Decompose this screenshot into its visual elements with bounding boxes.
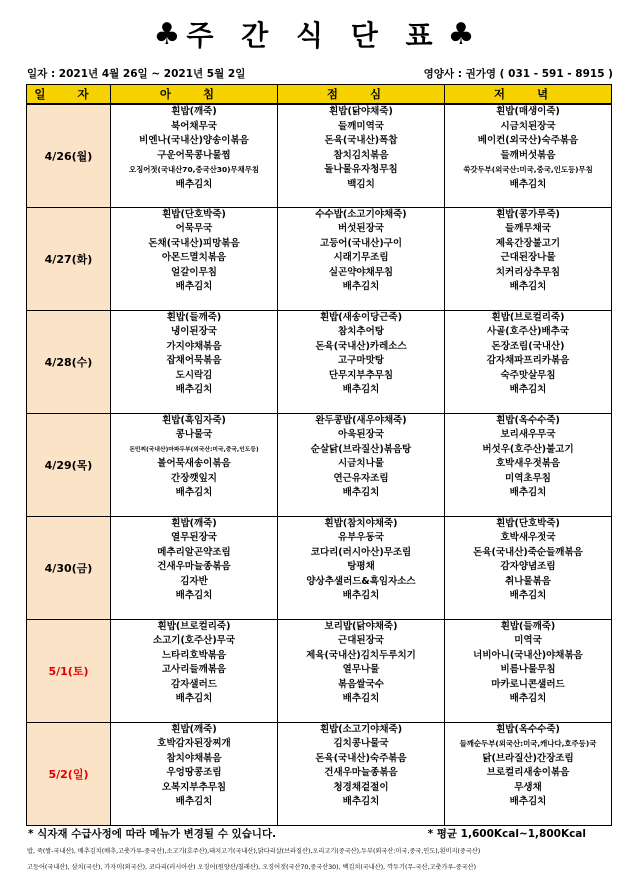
menu-item: 들깨순두부(외국산:미국,캐나다,호주등)국 [459, 739, 597, 749]
menu-item: 열무나물 [342, 664, 380, 676]
title-text: 주 간 식 단 표 [186, 19, 442, 52]
breakfast-cell [111, 722, 278, 825]
menu-item: 배추김치 [175, 487, 213, 499]
menu-item: 감자샐러드 [171, 678, 217, 690]
menu-item: 돈채(국내산)피망볶음 [148, 237, 240, 249]
menu-item: 참치야채볶음 [166, 752, 222, 764]
menu-item: 오징어젓(국내산70,중국산30)무채무침 [128, 165, 260, 175]
menu-day-row [27, 310, 612, 413]
menu-item: 숙주맛살무침 [500, 369, 556, 381]
menu-item: 보리새우무국 [500, 429, 556, 441]
breakfast-cell [111, 619, 278, 722]
menu-item: 들깨무채국 [505, 223, 551, 235]
menu-item: 배추김치 [509, 590, 547, 602]
menu-item: 콩나물국 [175, 429, 213, 441]
dinner-cell [445, 619, 612, 722]
menu-item: 흰밥(깨죽) [171, 723, 217, 735]
menu-item: 잡채어묵볶음 [166, 355, 222, 367]
menu-item: 배추김치 [175, 796, 213, 808]
menu-item: 흰밥(단호박죽) [496, 517, 560, 529]
menu-item: 참치김치볶음 [333, 149, 389, 161]
day-label: 4/29(목) [27, 413, 111, 516]
day-label: 4/26(월) [27, 104, 111, 207]
menu-item: 브로컬리새송이볶음 [486, 767, 570, 779]
menu-item: 배추김치 [509, 178, 547, 190]
breakfast-cell [111, 104, 278, 207]
column-header-dinner: 저 녁 [445, 85, 612, 105]
menu-item: 흰밥(참치야채죽) [324, 517, 398, 529]
menu-item: 흰밥(닭야채죽) [329, 106, 393, 117]
dinner-cell [445, 516, 612, 619]
menu-item: 흰밥(새송이당근죽) [319, 311, 403, 323]
menu-item: 돈육(국내산)죽순들깨볶음 [473, 546, 583, 558]
lunch-cell [278, 207, 445, 310]
menu-item: 김치콩나물국 [333, 738, 389, 750]
menu-item: 흰밥(소고기야채죽) [319, 723, 403, 735]
menu-item: 근대된장나물 [500, 252, 556, 264]
menu-item: 돌나물유자청무침 [324, 164, 398, 176]
club-icon: ♣ [153, 16, 181, 52]
lunch-cell [278, 516, 445, 619]
menu-item: 코다리(러시아산)무조림 [310, 546, 412, 558]
menu-item: 얼갈이무침 [171, 266, 217, 278]
menu-day-row [27, 516, 612, 619]
menu-item: 아욱된장국 [338, 429, 384, 441]
menu-item: 냉이된장국 [171, 326, 217, 338]
menu-item: 어묵무국 [175, 223, 213, 235]
breakfast-cell [111, 413, 278, 516]
lunch-cell [278, 722, 445, 825]
menu-item: 무생채 [514, 781, 542, 793]
breakfast-cell [111, 310, 278, 413]
menu-item: 열무된장국 [171, 532, 217, 544]
menu-item: 감자양념조림 [500, 561, 556, 573]
menu-item: 배추김치 [342, 487, 380, 499]
dinner-cell [445, 207, 612, 310]
menu-item: 돈민찌(국내산)마파두부(외국산:미국,중국,인도등) [129, 446, 259, 453]
menu-item: 흰밥(흑임자죽) [162, 414, 226, 426]
menu-item: 미역초무침 [505, 472, 551, 484]
lunch-cell [278, 310, 445, 413]
menu-day-row [27, 413, 612, 516]
menu-day-row [27, 722, 612, 825]
menu-item: 김자반 [180, 575, 208, 587]
menu-day-row [27, 104, 612, 207]
menu-item: 호박감자된장찌개 [157, 738, 231, 750]
menu-day-row [27, 619, 612, 722]
menu-item: 배추김치 [175, 384, 213, 396]
menu-item: 아몬드멸치볶음 [161, 252, 227, 264]
menu-item: 닭(브라질산)간장조림 [482, 752, 574, 764]
menu-item: 배추김치 [342, 384, 380, 396]
menu-item: 고사리들깨볶음 [161, 664, 227, 676]
menu-item: 제육(국내산)김치두루치기 [306, 649, 416, 661]
lunch-cell [278, 104, 445, 207]
dinner-cell [445, 413, 612, 516]
menu-item: 감자채파프리카볶음 [486, 355, 570, 367]
menu-item: 들깨미역국 [338, 120, 384, 132]
menu-item: 배추김치 [175, 281, 213, 293]
column-header-lunch: 점 심 [278, 85, 445, 105]
menu-item: 너비아니(국내산)야채볶음 [473, 649, 583, 661]
lunch-cell [278, 619, 445, 722]
menu-item: 흰밥(브로컬리죽) [157, 620, 231, 632]
menu-item: 백김치 [347, 178, 375, 190]
menu-item: 느타리호박볶음 [161, 649, 227, 661]
menu-item: 배추김치 [509, 281, 547, 293]
menu-item: 흰밥(단호박죽) [162, 208, 226, 220]
menu-item: 우엉땅콩조림 [166, 767, 222, 779]
menu-item: 볶음쌀국수 [338, 678, 384, 690]
menu-item: 배추김치 [342, 693, 380, 705]
weekly-menu-table [26, 84, 612, 826]
menu-change-notice: * 식자재 수급사정에 따라 메뉴가 변경될 수 있습니다. [28, 828, 277, 840]
dinner-cell [445, 722, 612, 825]
menu-item: 취나물볶음 [505, 575, 551, 587]
menu-item: 치커리상추무침 [495, 266, 561, 278]
menu-item: 고구마맛탕 [338, 355, 384, 367]
menu-item: 버섯된장국 [338, 223, 384, 235]
menu-item: 베이컨(외국산)숙주볶음 [477, 135, 579, 147]
menu-item: 배추김치 [342, 796, 380, 808]
average-calories: * 평균 1,600Kcal~1,800Kcal [427, 828, 586, 840]
footer [28, 826, 588, 840]
menu-item: 배추김치 [342, 281, 380, 293]
menu-item: 돈장조림(국내산) [491, 340, 565, 352]
menu-item: 구운어묵콩나물찜 [157, 149, 231, 161]
menu-item: 흰밥(들깨죽) [500, 620, 556, 632]
menu-item: 참치추어탕 [338, 326, 384, 338]
date-range: 일자 : 2021년 4월 26일 ~ 2021년 5월 2일 [27, 68, 246, 80]
menu-item: 고등어(국내산)구이 [319, 237, 403, 249]
menu-item: 완두콩밥(새우야채죽) [315, 414, 407, 426]
menu-item: 흰밥(옥수수죽) [496, 723, 560, 735]
menu-item: 버섯우(호주산)불고기 [482, 443, 574, 455]
menu-item: 수수밥(소고기야채죽) [315, 208, 407, 220]
menu-item: 북어채무국 [171, 120, 217, 132]
menu-item: 양상추샐러드&흑임자소스 [306, 575, 416, 587]
page-title [0, 12, 628, 56]
menu-item: 소고기(호주산)무국 [152, 635, 236, 647]
menu-body [27, 104, 612, 825]
menu-item: 흰밥(옥수수죽) [496, 414, 560, 426]
day-label: 5/2(일) [27, 722, 111, 825]
lunch-cell [278, 413, 445, 516]
day-label: 5/1(토) [27, 619, 111, 722]
menu-item: 들깨버섯볶음 [500, 149, 556, 161]
breakfast-cell [111, 516, 278, 619]
nutritionist-contact: 영양사 : 권가영 ( 031 - 591 - 8915 ) [423, 68, 613, 80]
menu-item: 제육간장불고기 [495, 237, 561, 249]
menu-item: 근대된장국 [338, 635, 384, 647]
menu-item: 시금치된장국 [500, 120, 556, 132]
menu-item: 마카로니콘샐러드 [491, 678, 565, 690]
menu-item: 유부우동국 [338, 532, 384, 544]
menu-item: 건새우마늘종볶음 [157, 561, 231, 573]
menu-item: 흰밥(브로컬리죽) [491, 311, 565, 323]
breakfast-cell [111, 207, 278, 310]
day-label: 4/28(수) [27, 310, 111, 413]
menu-day-row [27, 207, 612, 310]
menu-item: 배추김치 [509, 487, 547, 499]
menu-item: 순살닭(브라질산)볶음탕 [310, 443, 412, 455]
menu-item: 호박새우젓볶음 [495, 458, 561, 470]
menu-item: 배추김치 [509, 693, 547, 705]
menu-item: 흰밥(깨죽) [171, 106, 217, 117]
dinner-cell [445, 310, 612, 413]
menu-item: 비엔나(국내산)양송이볶음 [139, 135, 249, 147]
menu-item: 간장깻잎지 [171, 472, 217, 484]
day-label: 4/30(금) [27, 516, 111, 619]
menu-item: 시래기무조림 [333, 252, 389, 264]
menu-item: 배추김치 [175, 178, 213, 190]
menu-item: 탕평채 [347, 561, 375, 573]
day-label: 4/27(화) [27, 207, 111, 310]
menu-item: 볼어묵새송이볶음 [157, 458, 231, 470]
column-header-breakfast: 아 침 [111, 85, 278, 105]
club-icon: ♣ [447, 16, 475, 52]
menu-item: 흰밥(매생이죽) [496, 106, 560, 117]
menu-item: 보리밥(닭야채죽) [324, 620, 398, 632]
table-header-row [27, 85, 612, 105]
menu-item: 배추김치 [175, 590, 213, 602]
menu-item: 배추김치 [509, 384, 547, 396]
menu-item: 돈육(국내산)폭찹 [324, 135, 398, 147]
menu-item: 도시락김 [175, 369, 213, 381]
menu-item: 단무지부추무침 [328, 369, 394, 381]
origin-info-line: 고등어(국내산), 삼치(국산), 가자미(외국산), 코다리(러시아산) 오징어(원양산/칠레산), 오징어젓(국산70,중국산30), 백김치(국내산), 깍두기(무-국산,고춧가루-중국산) [27, 864, 477, 871]
menu-item: 돈육(국내산)카레소스 [315, 340, 407, 352]
menu-item: 비름나물무침 [500, 664, 556, 676]
menu-item: 실곤약야채무침 [328, 266, 394, 278]
menu-item: 쑥갓두부(외국산:미국,중국,인도등)무침 [463, 165, 593, 175]
menu-item: 메추리알곤약조림 [157, 546, 231, 558]
column-header-date: 일 자 [27, 85, 111, 105]
menu-item: 호박새우젓국 [500, 532, 556, 544]
menu-item: 흰밥(콩가루죽) [496, 208, 560, 220]
menu-item: 청경채겉절이 [333, 781, 389, 793]
menu-item: 돈육(국내산)숙주볶음 [315, 752, 407, 764]
header-info [27, 64, 613, 80]
menu-item: 미역국 [514, 635, 542, 647]
origin-info-line: 밥, 죽(쌀-국내산), 배추김치(배추,고춧가루-중국산),소고기(호주산),돼지고기(국내산),닭다리살(브라질산),오리고기(중국산),두부(외국산:미국,중국,인도),흰비지(중국산) [27, 848, 481, 855]
menu-item: 흰밥(깨죽) [171, 517, 217, 529]
menu-item: 건새우마늘종볶음 [324, 767, 398, 779]
menu-item: 배추김치 [509, 796, 547, 808]
dinner-cell [445, 104, 612, 207]
menu-item: 가지야채볶음 [166, 340, 222, 352]
menu-item: 사골(호주산)배추국 [486, 326, 570, 338]
menu-item: 시금치나물 [338, 458, 384, 470]
menu-item: 배추김치 [175, 693, 213, 705]
menu-item: 흰밥(들깨죽) [166, 311, 222, 323]
menu-item: 연근유자조림 [333, 472, 389, 484]
menu-item: 배추김치 [342, 590, 380, 602]
menu-item: 오복지부추무침 [161, 781, 227, 793]
